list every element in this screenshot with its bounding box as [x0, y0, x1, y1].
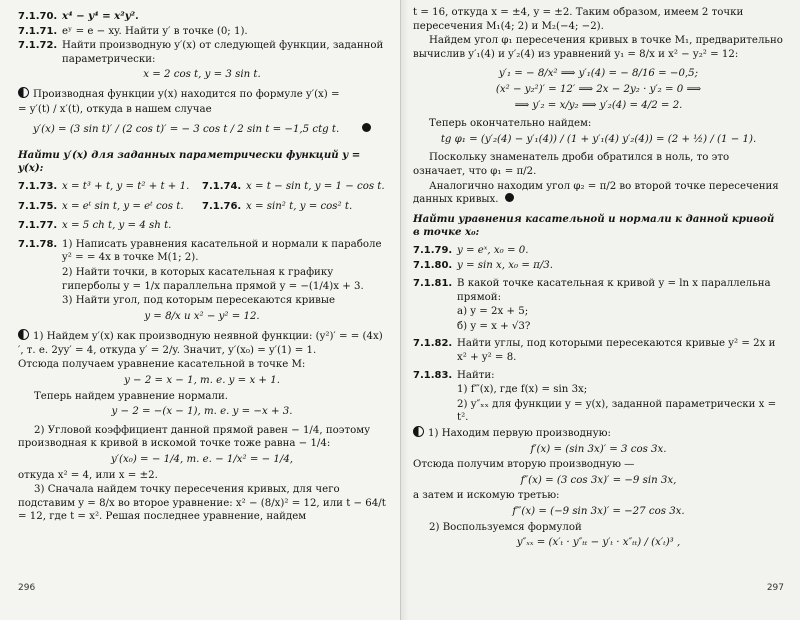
problem-number: 7.1.71.	[18, 25, 58, 37]
solution-text: а затем и искомую третью:	[413, 490, 560, 502]
section-heading: Найти уравнения касательной и нормали к данной кривой в точке x₀:	[413, 212, 775, 239]
formula: y′₁ = − 8/x² ⟹ y′₁(4) = − 8/16 = −0,5;	[498, 68, 699, 80]
problem-part: 3) Найти угол, под которым пересекаются кривые	[62, 295, 335, 307]
solution-text: 1) Найдем y′(x) как производную неявной функции: (y²)′ = = (4x)′, т. е. 2yy′ = 4, откуда y′ = 2/y. Значит, y′(x₀) = y′(1) = 1.	[18, 331, 383, 356]
solution-text	[413, 180, 784, 207]
solution-text: Отсюда получим вторую производную —	[413, 459, 635, 471]
problem-number: 7.1.76.	[202, 200, 242, 212]
problem-number: 7.1.70.	[18, 11, 58, 22]
formula: y − 2 = −(x − 1), т. е. y = −x + 3.	[111, 406, 293, 418]
solution-7-1-83	[413, 426, 784, 441]
formula: f″(x) = (3 cos 3x)′ = −9 sin 3x,	[520, 474, 677, 486]
solution-7-1-72	[18, 87, 386, 102]
problem-number: 7.1.80.	[413, 259, 453, 271]
problem-number: 7.1.78.	[18, 238, 58, 250]
solution-text: Производная функции y(x) находится по формуле y′(x) =	[33, 88, 340, 100]
problem-7-1-76	[202, 200, 386, 214]
problem-part: б) y = x + √3?	[457, 320, 531, 332]
problem-7-1-81	[413, 277, 784, 304]
problem-number: 7.1.79.	[413, 244, 453, 256]
solution-text: Теперь найдем уравнение нормали.	[34, 390, 229, 402]
problem-part: а) y = 2x + 5;	[457, 306, 529, 318]
problem-7-1-83	[413, 369, 784, 383]
problem-text: Найти углы, под которыми пересекаются кривые y² = 2x и x² + y² = 8.	[457, 338, 776, 364]
problem-part: 1) f‴(x), где f(x) = sin 3x;	[457, 384, 588, 396]
solution-text: Теперь окончательно найдем:	[429, 118, 592, 130]
formula: f‴(x) = (−9 sin 3x)′ = −27 cos 3x.	[512, 506, 685, 517]
solution-icon	[18, 329, 29, 340]
problem-pair	[18, 180, 386, 194]
problem-number: 7.1.83.	[413, 369, 453, 381]
problem-pair	[18, 200, 386, 214]
problem-7-1-80	[413, 259, 784, 273]
problem-7-1-70	[18, 10, 386, 24]
solution-text: 2) Воспользуемся формулой	[429, 521, 582, 533]
solution-text: 1) Находим первую производную:	[428, 428, 611, 440]
end-of-solution-icon	[362, 123, 371, 132]
solution-formula	[18, 123, 386, 137]
problem-number: 7.1.72.	[18, 40, 58, 52]
problem-text: 1) Написать уравнения касательной и нормали к параболе y² = = 4x в точке M(1; 2).	[62, 238, 382, 264]
solution-text: 3) Сначала найдем точку пересечения кривых, для чего подставим y = 8/x во второе уравнение: x² − (8/x)² = 12, или t − 64/t = 12, где t = x². Решая последнее уравнение, найдем	[18, 484, 386, 523]
problem-7-1-77	[18, 219, 386, 233]
end-of-solution-icon	[505, 193, 514, 202]
page-number: 297	[766, 583, 784, 594]
problem-text: y = eˣ, x₀ = 0.	[457, 244, 529, 256]
problem-number: 7.1.74.	[202, 180, 242, 192]
problem-text: Найти:	[457, 369, 495, 381]
solution-text: Поскольку знаменатель дроби обратился в ноль, то это означает, что φ₁ = π/2.	[413, 152, 730, 177]
formula: y = 8/x и x² − y² = 12.	[144, 310, 260, 322]
problem-7-1-79	[413, 244, 784, 258]
solution-text: Отсюда получаем уравнение касательной в точке M:	[18, 359, 306, 371]
problem-7-1-73	[18, 180, 202, 194]
problem-7-1-78	[18, 238, 386, 265]
problem-text: x = t − sin t, y = 1 − cos t.	[246, 180, 385, 192]
formula: y″ₓₓ = (x′ₜ · y″ₜₜ − y′ₜ · x″ₜₜ) / (x′ₜ)³ ,	[516, 537, 681, 549]
formula: ⟹ y′₂ = x/y₂ ⟹ y′₂(4) = 4/2 = 2.	[514, 99, 683, 111]
problem-number: 7.1.81.	[413, 278, 453, 290]
formula: f′(x) = (sin 3x)′ = 3 cos 3x.	[530, 443, 667, 455]
problem-number: 7.1.75.	[18, 200, 58, 212]
section-heading: Найти y′(x) для заданных параметрически функций y = y(x):	[18, 148, 361, 175]
problem-text: Найти производную y′(x) от следующей функции, заданной параметрически:	[62, 40, 384, 65]
problem-7-1-75	[18, 200, 202, 214]
solution-text: 2) Угловой коэффициент данной прямой равен − 1/4, поэтому производная к кривой в искомой точке тоже равна − 1/4:	[18, 424, 371, 450]
solution-text-content: Аналогично находим угол φ₂ = π/2 во второй точке пересечения данных кривых.	[413, 180, 779, 206]
problem-part: 2) Найти точки, в которых касательная к графику гиперболы y = 1/x параллельна прямой y = −(1/4)x + 3.	[62, 266, 364, 292]
problem-7-1-71	[18, 25, 386, 39]
formula: x = 2 cos t, y = 3 sin t.	[143, 69, 261, 81]
problem-text: В какой точке касательная к кривой y = ln x параллельна прямой:	[457, 278, 771, 303]
problem-text: eʸ = e − xy. Найти y′ в точке (0; 1).	[62, 25, 248, 37]
solution-icon	[18, 87, 29, 98]
continued-text: t = 16, откуда x = ±4, y = ±2. Таким образом, имеем 2 точки пересечения M₁(4; 2) и M₂(−4; −2).	[413, 7, 744, 32]
problem-text: x = 5 ch t, y = 4 sh t.	[62, 220, 172, 232]
right-page	[400, 0, 800, 620]
solution-text: = y′(t) / x′(t), откуда в нашем случае	[18, 103, 212, 115]
problem-text: y = sin x, x₀ = π/3.	[457, 259, 553, 271]
problem-text: x = eᵗ sin t, y = eᵗ cos t.	[62, 200, 184, 212]
page-number: 296	[18, 583, 36, 594]
problem-7-1-82	[413, 337, 784, 364]
problem-part: 2) y″ₓₓ для функции y = y(x), заданной параметрически x = t².	[457, 398, 777, 424]
formula: y′(x₀) = − 1/4, т. е. − 1/x² = − 1/4,	[110, 454, 294, 466]
formula: tg φ₁ = (y′₂(4) − y′₁(4)) / (1 + y′₁(4) y′₂(4)) = (2 + ½) / (1 − 1).	[440, 133, 757, 145]
solution-text: Найдем угол φ₁ пересечения кривых в точке M₁, предварительно вычислив y′₁(4) и y′₂(4) из уравнений y₁ = 8/x и x² − y₂² = 12:	[413, 35, 783, 60]
problem-number: 7.1.73.	[18, 180, 58, 192]
formula: (x² − y₂²)′ = 12′ ⟹ 2x − 2y₂ · y′₂ = 0 ⟹	[495, 83, 702, 95]
formula: y − 2 = x − 1, т. е. y = x + 1.	[124, 375, 280, 387]
solution-text: откуда x² = 4, или x = ±2.	[18, 469, 158, 481]
problem-7-1-72	[18, 39, 386, 66]
page-gutter-shadow	[401, 0, 409, 620]
problem-number: 7.1.77.	[18, 220, 58, 232]
solution-icon	[413, 426, 424, 437]
problem-text: x = t³ + t, y = t² + t + 1.	[62, 180, 190, 192]
problem-7-1-74	[202, 180, 386, 194]
formula-text: y′(x) = (3 sin t)′ / (2 cos t)′ = − 3 cos t / 2 sin t = −1,5 ctg t.	[33, 124, 340, 136]
problem-text: x = sin² t, y = cos² t.	[246, 200, 353, 212]
problem-number: 7.1.82.	[413, 338, 453, 350]
problem-text: x⁴ − y⁴ = x²y².	[62, 10, 139, 22]
solution-7-1-78	[18, 329, 386, 357]
